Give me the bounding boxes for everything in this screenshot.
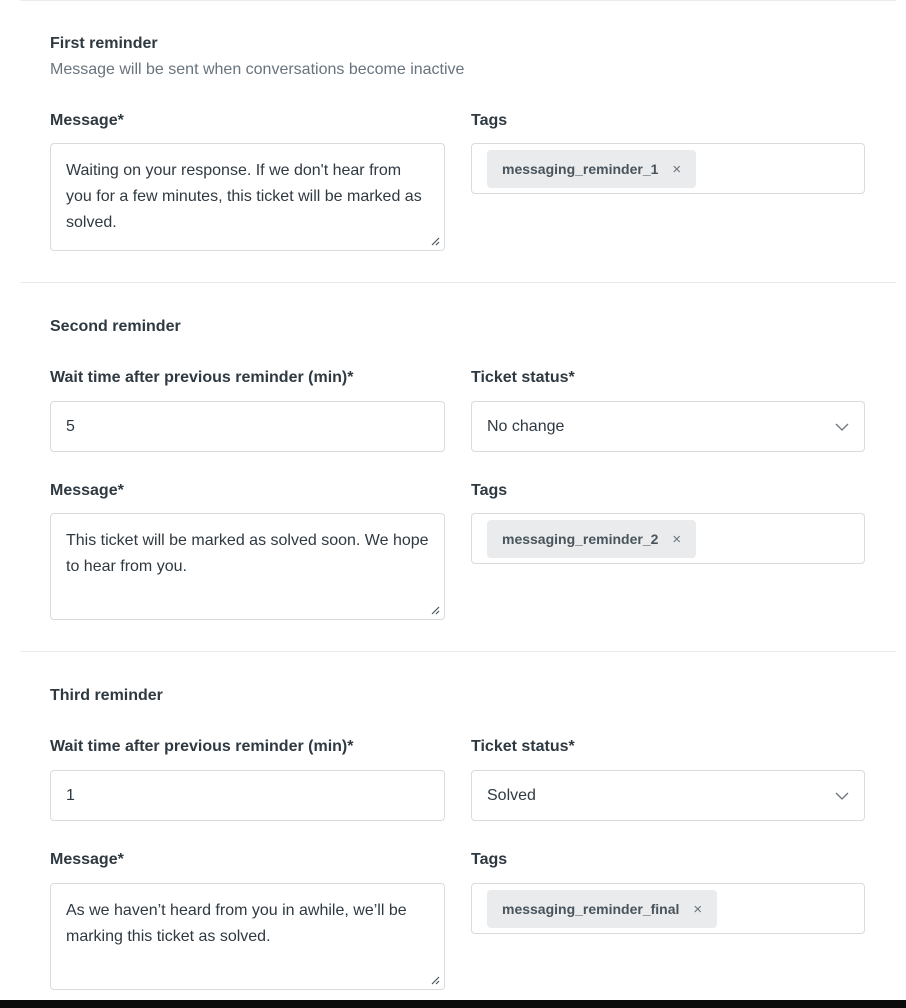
second-status-label: Ticket status*	[471, 369, 575, 386]
third-message-label: Message*	[50, 851, 124, 868]
first-message-text: Waiting on your response. If we don't hear from you for a few minutes, this ticket will be marked as solved.	[66, 162, 422, 231]
bottom-bar	[0, 1000, 906, 1008]
section-divider	[20, 651, 896, 652]
second-tags-field[interactable]	[471, 513, 865, 564]
resize-handle-icon[interactable]	[430, 975, 440, 985]
second-wait-label: Wait time after previous reminder (min)*	[50, 369, 354, 386]
first-reminder-title: First reminder	[50, 35, 158, 52]
third-reminder-title: Third reminder	[50, 687, 163, 704]
third-message-text: As we haven’t heard from you in awhile, we’ll be marking this ticket as solved.	[66, 902, 407, 945]
third-wait-label: Wait time after previous reminder (min)*	[50, 738, 354, 755]
second-message-text: This ticket will be marked as solved soon. We hope to hear from you.	[66, 532, 429, 575]
second-message-textarea[interactable]	[50, 513, 445, 620]
second-reminder-title: Second reminder	[50, 318, 181, 335]
third-wait-value: 1	[66, 786, 75, 804]
tag-chip	[487, 890, 717, 928]
first-reminder-subtitle: Message will be sent when conversations become inactive	[50, 61, 465, 78]
resize-handle-icon[interactable]	[430, 605, 440, 615]
tag-chip	[487, 150, 696, 188]
resize-handle-icon[interactable]	[430, 236, 440, 246]
second-status-select[interactable]	[471, 401, 865, 452]
third-tags-label: Tags	[471, 851, 508, 868]
section-divider	[20, 282, 896, 283]
tag-remove-icon[interactable]: ×	[693, 900, 703, 918]
third-status-value: Solved	[487, 786, 536, 804]
chevron-down-icon	[835, 792, 849, 800]
tag-chip	[487, 520, 696, 558]
tag-remove-icon[interactable]: ×	[672, 160, 682, 178]
third-wait-input[interactable]	[50, 770, 445, 821]
first-message-label: Message*	[50, 112, 124, 129]
second-wait-value: 5	[66, 417, 75, 435]
first-tags-label: Tags	[471, 112, 508, 129]
second-status-value: No change	[487, 417, 565, 435]
third-message-textarea[interactable]	[50, 883, 445, 990]
chevron-down-icon	[835, 423, 849, 431]
second-wait-input[interactable]	[50, 401, 445, 452]
first-tags-field[interactable]	[471, 143, 865, 194]
top-divider	[20, 0, 896, 1]
third-status-label: Ticket status*	[471, 738, 575, 755]
second-tags-label: Tags	[471, 482, 508, 499]
first-message-textarea[interactable]	[50, 143, 445, 251]
tag-label: messaging_reminder_1	[502, 161, 659, 177]
third-status-select[interactable]	[471, 770, 865, 821]
tag-label: messaging_reminder_2	[502, 531, 659, 547]
second-message-label: Message*	[50, 482, 124, 499]
tag-remove-icon[interactable]: ×	[672, 530, 682, 548]
third-tags-field[interactable]	[471, 883, 865, 934]
tag-label: messaging_reminder_final	[502, 901, 680, 917]
